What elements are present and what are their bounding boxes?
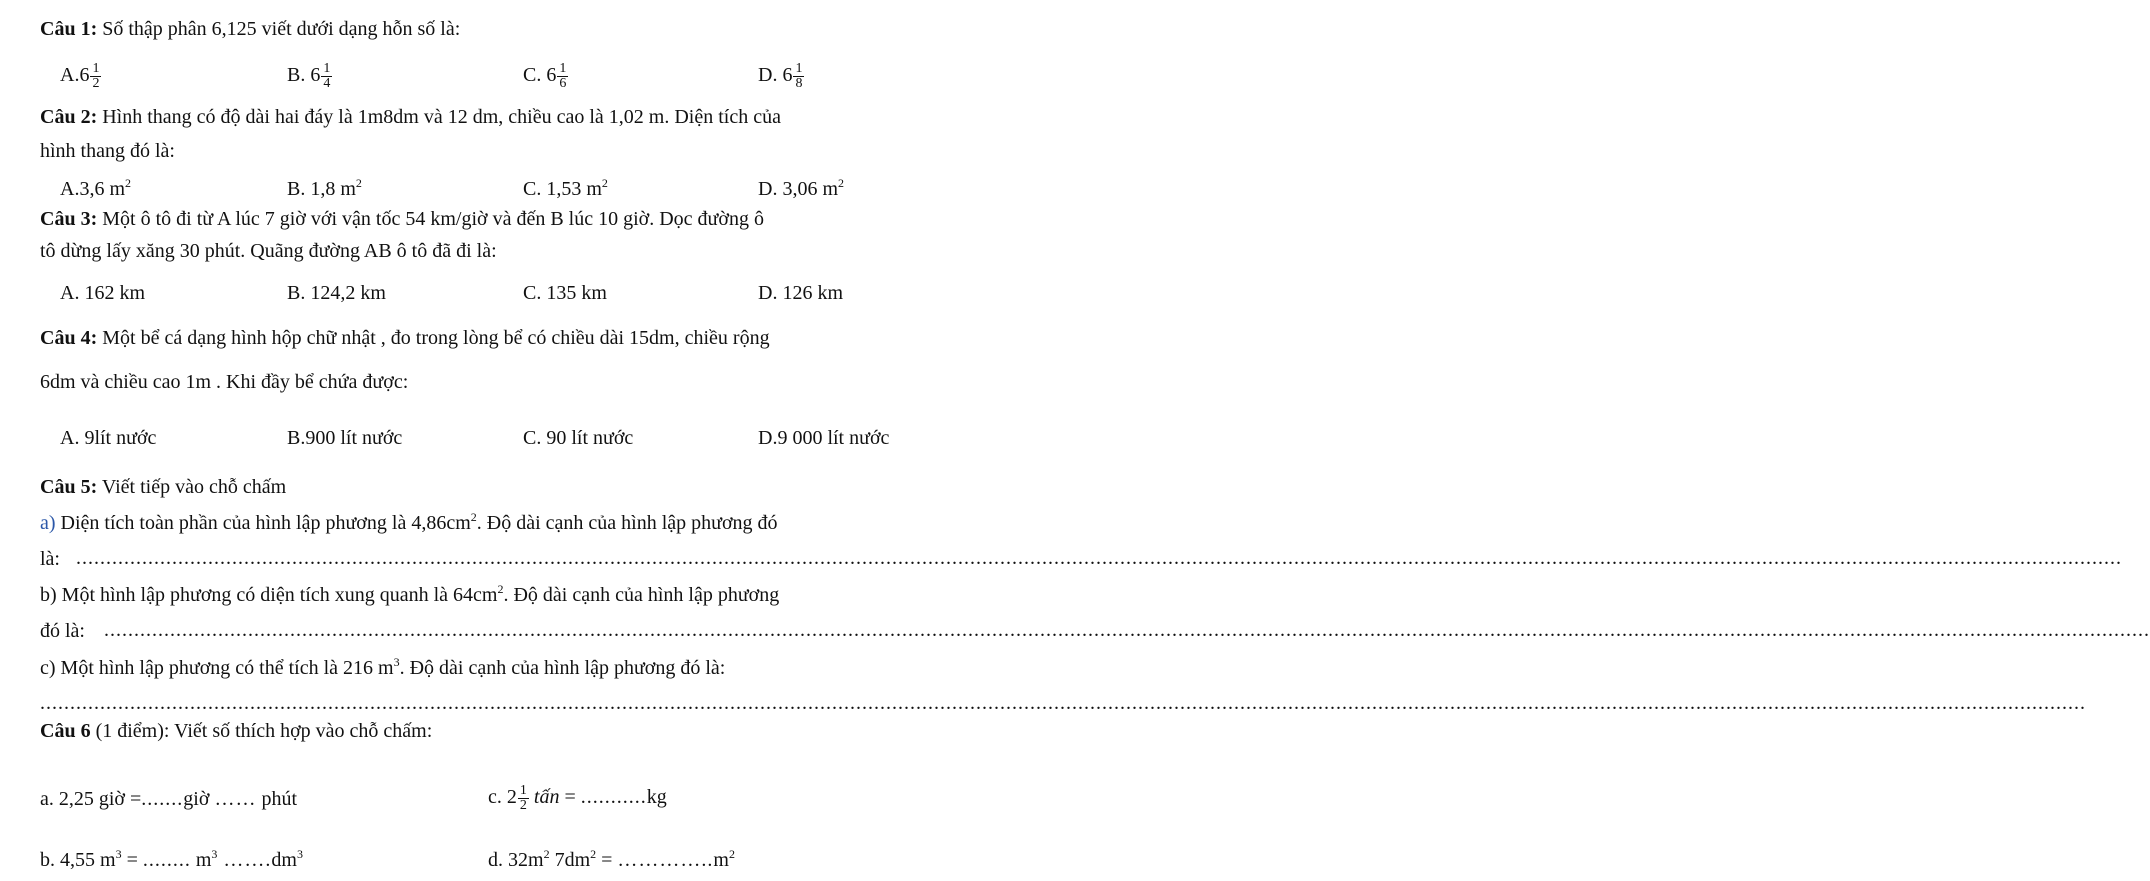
q5-part-c-line1 (40, 655, 725, 681)
q5-part-a-sup: 2 (470, 510, 477, 524)
q1-option-a-num: 1 (92, 61, 100, 76)
q3-option-d: D. 126 km (758, 282, 843, 304)
q6-label: Câu 6 (40, 720, 91, 742)
q2-option-d-text: D. 3,06 m (758, 178, 838, 200)
q2-option-c-sup: 2 (601, 176, 608, 190)
q3-stem-line1 (40, 206, 764, 232)
q1-option-a-fraction (90, 62, 101, 91)
q1-option-b-letter: B. (287, 64, 311, 87)
q4-text1: Một bể cá dạng hình hộp chữ nhật , đo trong lòng bể có chiều dài 15dm, chiều rộng (97, 327, 770, 349)
q1-option-b-fraction (321, 62, 332, 91)
q2-option-c-text: C. 1,53 m (523, 178, 602, 200)
q5-part-c-text1: c) Một hình lập phương có thể tích là 216 m (40, 657, 394, 679)
q6-item-c-unit: tấn (528, 786, 560, 809)
q1-option-d-fraction (793, 62, 804, 91)
q6-item-b-blank-m3[interactable]: ........ (142, 849, 191, 871)
q6-item-c-den: 2 (519, 798, 527, 813)
q6-item-d-blank[interactable]: ………….. (617, 849, 714, 871)
q6-item-b (40, 847, 303, 873)
q2-stem-line1 (40, 104, 781, 130)
q4-option-b: B.900 lít nước (287, 427, 403, 449)
q1-option-d (758, 62, 804, 91)
q6-item-b-unit1: m (190, 849, 212, 871)
q6-item-c-num: 1 (519, 783, 527, 798)
q5-part-b-text2: . Độ dài cạnh của hình lập phương (503, 584, 780, 606)
q6-item-a (40, 786, 297, 812)
q2-label: Câu 2: (40, 106, 98, 128)
q6-item-d-unit: m (713, 849, 729, 871)
q6-item-d-mid: 7dm (549, 849, 591, 871)
q6-item-d-sup3: 2 (728, 847, 735, 861)
q1-option-a (60, 62, 101, 91)
q6-item-d-sup1: 2 (543, 847, 550, 861)
q1-option-b-num: 1 (323, 61, 331, 76)
q5-part-b-line1 (40, 582, 779, 608)
q5-part-a-line1 (40, 510, 778, 536)
q1-option-d-letter: D. (758, 64, 783, 87)
q1-option-d-whole: 6 (782, 64, 793, 87)
q2-option-a-sup: 2 (125, 176, 131, 190)
q6-item-d-sup2: 2 (590, 847, 597, 861)
q6-item-b-blank-dm3[interactable]: ……. (217, 849, 272, 871)
q5-label: Câu 5: (40, 476, 98, 498)
q3-label: Câu 3: (40, 208, 98, 230)
q3-option-b: B. 124,2 km (287, 282, 386, 304)
q6-item-a-blank-minutes[interactable]: …… (214, 788, 257, 810)
q6-item-a-prefix: a. 2,25 giờ = (40, 788, 142, 810)
q1-stem (40, 16, 460, 42)
q5-part-b-line2: đó là: (40, 620, 85, 642)
q5-part-a-label: a) (40, 512, 56, 534)
q2-option-a-text: A.3,6 m (60, 178, 125, 200)
q1-option-c-num: 1 (559, 61, 567, 76)
q2-option-b-text: B. 1,8 m (287, 178, 356, 200)
q1-option-c (523, 62, 568, 91)
q2-option-b-sup: 2 (355, 176, 362, 190)
q5-part-b-sup: 2 (497, 582, 504, 596)
q1-option-c-letter: C. (523, 64, 547, 87)
q1-option-b-whole: 6 (310, 64, 321, 87)
q5-part-c-text2: . Độ dài cạnh của hình lập phương đó là: (399, 657, 726, 679)
q5-part-c-answer-dots[interactable]: ..................................................................................................................................................................................................................................................................................................................................................... (40, 692, 2086, 714)
q6-item-d-prefix: d. 32m (488, 849, 544, 871)
q6-text: (1 điểm): Viết số thích hợp vào chỗ chấm: (90, 720, 433, 742)
q6-item-b-prefix: b. 4,55 m (40, 849, 116, 871)
q6-item-c-fraction (518, 784, 529, 813)
q5-text: Viết tiếp vào chỗ chấm (97, 476, 287, 498)
q2-option-d-sup: 2 (838, 176, 844, 190)
q5-part-a-text1: Diện tích toàn phần của hình lập phương là 4,86cm (55, 512, 471, 534)
q6-item-d-eq: = (596, 849, 618, 871)
q3-stem-line2: tô dừng lấy xăng 30 phút. Quãng đường AB ô tô đã đi là: (40, 240, 497, 262)
q1-option-b-den: 4 (323, 76, 331, 91)
q2-stem-line2: hình thang đó là: (40, 140, 175, 162)
q6-item-b-eq: = (121, 849, 143, 871)
q6-item-c-blank[interactable]: ........... (580, 786, 647, 809)
q4-option-c: C. 90 lít nước (523, 427, 634, 449)
q1-option-d-num: 1 (795, 61, 803, 76)
q2-option-c (523, 176, 608, 202)
q6-item-b-sup2: 3 (211, 847, 218, 861)
q4-label: Câu 4: (40, 327, 98, 349)
q6-item-a-suffix: phút (256, 788, 297, 810)
q2-option-a (60, 176, 131, 202)
q5-part-a-answer-dots[interactable]: ..................................................................................................................................................................................................................................................................................................................................................... (76, 547, 2122, 569)
q5-part-b-text1: b) Một hình lập phương có diện tích xung quanh là 64cm (40, 584, 498, 606)
q6-item-b-unit2: dm (271, 849, 297, 871)
q6-item-c-eq: = (559, 786, 581, 809)
q5-part-a-line2: là: (40, 548, 60, 570)
q4-option-a: A. 9lít nước (60, 427, 157, 449)
q6-item-d (488, 847, 735, 873)
q6-item-c-suffix: kg (646, 786, 667, 809)
q4-option-d: D.9 000 lít nước (758, 427, 890, 449)
q1-option-c-den: 6 (559, 76, 567, 91)
q6-item-b-sup1: 3 (115, 847, 122, 861)
q1-option-b (287, 62, 332, 91)
q1-option-a-whole: 6 (79, 64, 90, 87)
q5-part-c-sup: 3 (393, 655, 400, 669)
q6-item-a-blank-hours[interactable]: ....... (141, 788, 184, 810)
q5-part-b-answer-dots[interactable]: ..................................................................................................................................................................................................................................................................................................................................................... (104, 619, 2150, 641)
q6-item-c-prefix: c. 2 (488, 786, 517, 809)
q6-item-a-mid: giờ (183, 788, 215, 810)
q5-stem (40, 474, 286, 500)
q1-option-c-whole: 6 (546, 64, 557, 87)
q1-option-a-letter: A. (60, 64, 80, 87)
q3-text1: Một ô tô đi từ A lúc 7 giờ với vận tốc 54 km/giờ và đến B lúc 10 giờ. Dọc đường ô (97, 208, 764, 230)
q6-stem (40, 718, 432, 744)
q1-option-d-den: 8 (795, 76, 803, 91)
q4-stem-line1 (40, 325, 770, 351)
q2-text1: Hình thang có độ dài hai đáy là 1m8dm và 12 dm, chiều cao là 1,02 m. Diện tích của (97, 106, 781, 128)
q3-option-c: C. 135 km (523, 282, 607, 304)
q5-part-a-text2: . Độ dài cạnh của hình lập phương đó (476, 512, 778, 534)
q6-item-b-sup3: 3 (296, 847, 303, 861)
q6-item-c (488, 784, 667, 813)
q1-text: Số thập phân 6,125 viết dưới dạng hỗn số là: (97, 18, 461, 40)
q1-label: Câu 1: (40, 18, 98, 40)
q3-option-a: A. 162 km (60, 282, 145, 304)
q2-option-d (758, 176, 844, 202)
q1-option-a-den: 2 (92, 76, 100, 91)
q2-option-b (287, 176, 362, 202)
q4-stem-line2: 6dm và chiều cao 1m . Khi đầy bể chứa được: (40, 371, 409, 393)
q1-option-c-fraction (557, 62, 568, 91)
